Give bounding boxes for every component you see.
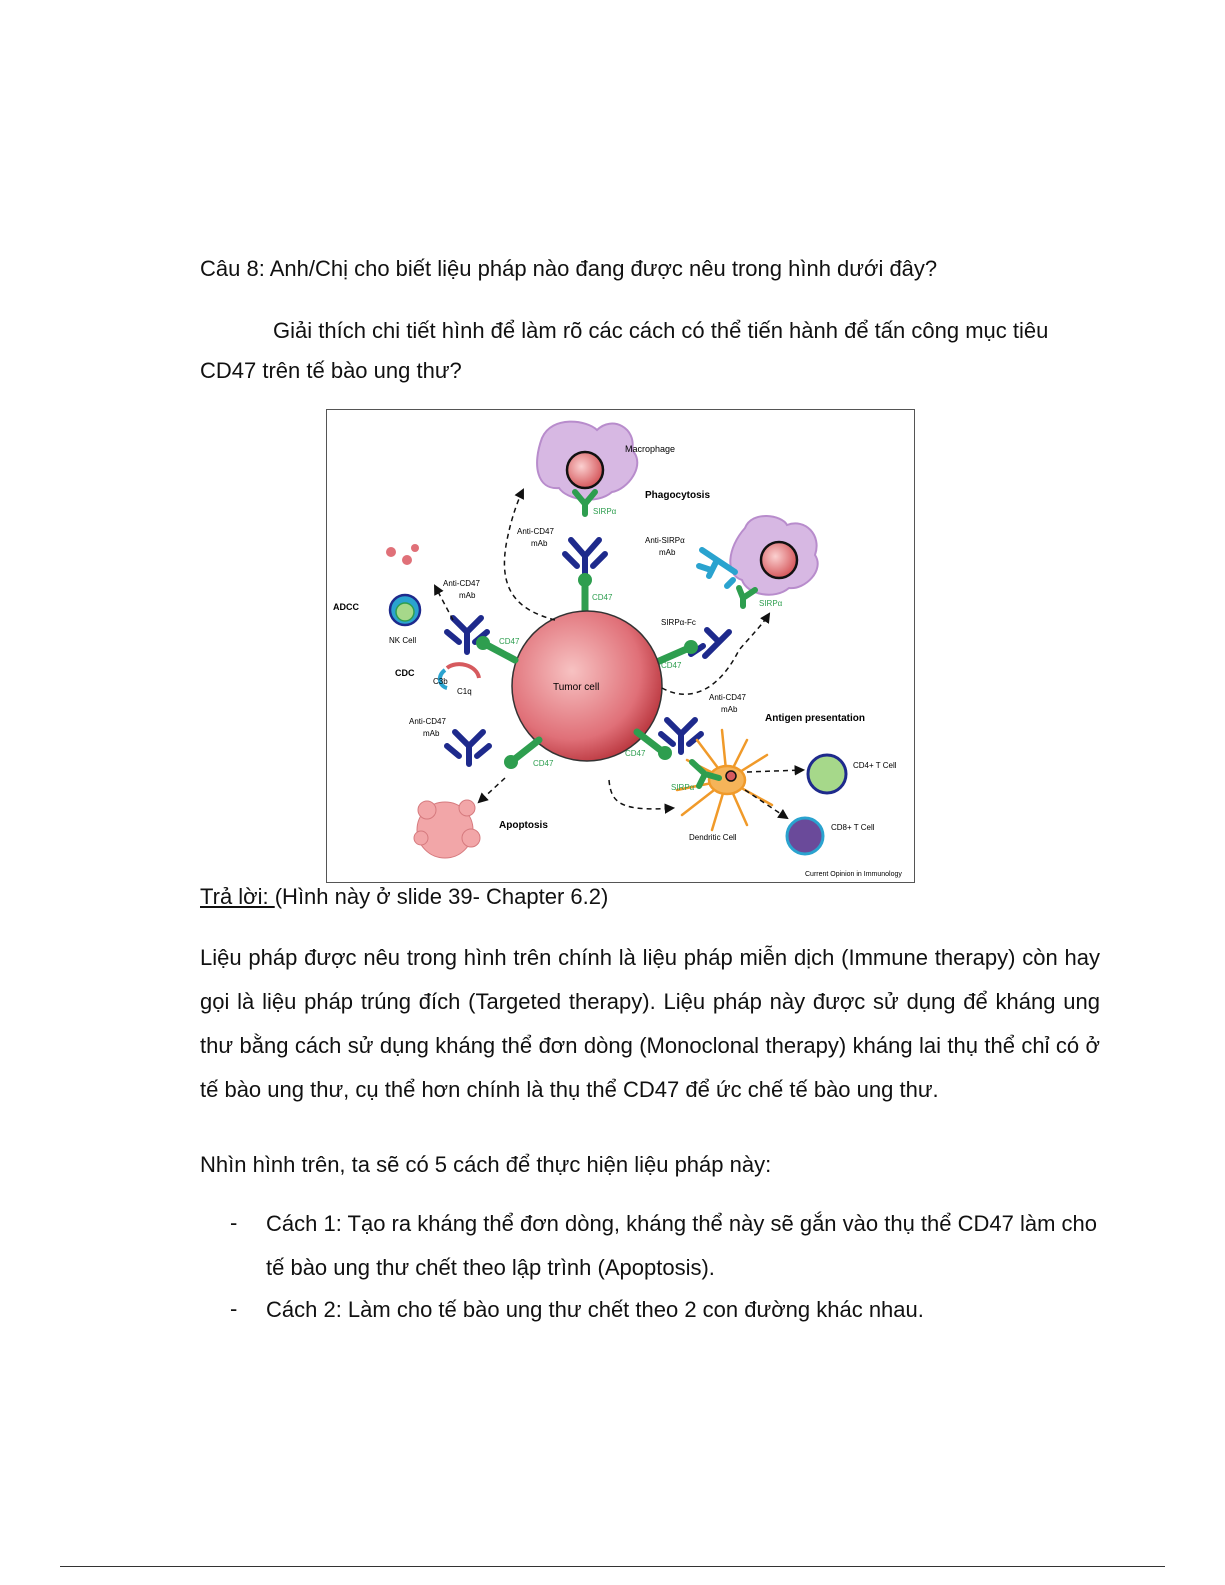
sirpa-fc-label: SIRPα-Fc (661, 618, 696, 627)
list-item-2: Cách 2: Làm cho tế bào ung thư chết theo 2 con đường khác nhau. (266, 1297, 924, 1322)
anti-cd47-lower: Anti-CD47 (409, 717, 446, 726)
cd8-t-cell (787, 818, 823, 854)
bottom-divider (60, 1566, 1165, 1567)
cdc-label: CDC (395, 668, 415, 678)
c1q-arrow (447, 664, 479, 678)
macrophage-top (537, 422, 637, 500)
sirpa-label-right: SIRPα (759, 599, 783, 608)
sirpa-receptor-right (739, 588, 755, 606)
macrophage-right (730, 516, 817, 595)
c3b-label: C3b (433, 677, 448, 686)
adcc-label: ADCC (333, 602, 359, 612)
tumor-cell-label: Tumor cell (553, 682, 600, 693)
anti-sirpa-antibody (699, 550, 735, 586)
anti-cd47-right: Anti-CD47 (709, 693, 746, 702)
cd47-label-lower-left: CD47 (533, 759, 554, 768)
antibody-lower-left (447, 732, 489, 764)
mab-sirpa: mAb (659, 548, 676, 557)
antigen-presentation-label: Antigen presentation (765, 713, 866, 724)
sirpa-label-dc: SIRPα (671, 783, 695, 792)
antibody-top (565, 540, 605, 576)
nk-cell-label: NK Cell (389, 636, 417, 645)
macrophage-label: Macrophage (625, 444, 676, 454)
anti-cd47-left: Anti-CD47 (443, 579, 480, 588)
dendritic-label: Dendritic Cell (689, 833, 737, 842)
cd8-label: CD8+ T Cell (831, 823, 875, 832)
apoptotic-cell (414, 800, 480, 858)
mab-top: mAb (531, 539, 548, 548)
mab-left: mAb (459, 591, 476, 600)
phagocytosis-label: Phagocytosis (645, 490, 711, 501)
bullet-marker-1: - (230, 1210, 238, 1235)
cd4-label: CD4+ T Cell (853, 761, 897, 770)
cd47-label-upper-right: CD47 (661, 661, 682, 670)
figure-source: Current Opinion in Immunology (805, 871, 902, 878)
answer-reference: (Hình này ở slide 39- Chapter 6.2) (274, 884, 609, 909)
cd47-label-lower-right: CD47 (625, 749, 646, 758)
cd47-upper-right (657, 648, 689, 662)
sirpa-label-top: SIRPα (593, 507, 617, 516)
cd47-label-left: CD47 (499, 637, 520, 646)
list-item-1: Cách 1: Tạo ra kháng thể đơn dòng, kháng thể này sẽ gắn vào thụ thể CD47 làm cho tế bào ung thư chết theo lập trình (Apoptosis). (266, 1211, 1098, 1280)
cd4-t-cell (808, 755, 846, 793)
answer-label: Trả lời: (200, 884, 275, 909)
mab-lower: mAb (423, 729, 440, 738)
cd47-label-top: CD47 (592, 593, 613, 602)
c1q-label: C1q (457, 687, 472, 696)
apoptosis-label: Apoptosis (499, 820, 548, 831)
answer-heading (200, 884, 608, 910)
cd47-left (485, 644, 515, 660)
question-line-3: CD47 trên tế bào ung thư? (200, 358, 462, 383)
bullet-marker-2: - (230, 1296, 238, 1321)
anti-sirpa-label: Anti-SIRPα (645, 536, 685, 545)
figure-svg (327, 410, 914, 882)
question-line-2: Giải thích chi tiết hình để làm rõ các cách có thể tiến hành để tấn công mục tiêu (273, 318, 1049, 343)
mab-right: mAb (721, 705, 738, 714)
answer-paragraph-1: Liệu pháp được nêu trong hình trên chính là liệu pháp miễn dịch (Immune therapy) còn hay gọi là liệu pháp trúng đích (Targeted therapy). Liệu pháp này được sử dụng để kháng ung thư bằng cách sử dụng kháng thể đơn dòng (Monoclonal therapy) kháng lai thụ thể chỉ có ở tế bào ung thư, cụ thể hơn chính là thụ thể CD47 để ức chế tế bào ung thư. (200, 945, 1100, 1102)
cd47-therapy-figure (326, 409, 915, 883)
question-line-1: Câu 8: Anh/Chị cho biết liệu pháp nào đang được nêu trong hình dưới đây? (200, 256, 938, 281)
anti-cd47-top: Anti-CD47 (517, 527, 554, 536)
answer-paragraph-2: Nhìn hình trên, ta sẽ có 5 cách để thực hiện liệu pháp này: (200, 1152, 772, 1177)
